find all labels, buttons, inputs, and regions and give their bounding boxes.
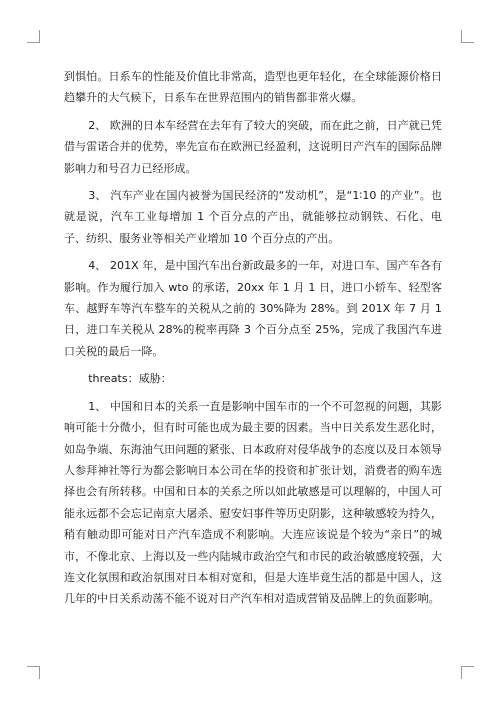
paragraph-continuation: 到惧怕。日系车的性能及价值比非常高，造型也更年轻化，在全球能源价格日趋攀升的大气候下，日系车在世界范围内的销售都非常火爆。 (64, 70, 442, 105)
paragraph-item-4: 4、 201X 年，是中国汽车出台新政最多的一年，对进口车、国产车各有影响。作为履行加入 wto 的承诺，20xx 年 1 月 1 日，进口小轿车、轻型客车、越野车等汽车整车的关税从之前的 30%降为 28%。到 201X 年 7 月 1 日，进口车关税从 28%的税率再降 3 个百分点至 25%，完成了我国汽车进口关税的最后一降。 (64, 259, 442, 358)
document-body (64, 66, 442, 610)
paragraph-item-2: 2、 欧洲的日本车经营在去年有了较大的突破，而在此之前，日产就已凭借与雷诺合并的优势，率先宣布在欧洲已经盈利，这说明日产汽车的国际品牌影响力和号召力已经形成。 (64, 118, 442, 175)
crop-mark-top-left (27, 30, 40, 43)
paragraph-item-3: 3、 汽车产业在国内被誉为国民经济的“发动机”，是“1∶10 的产业”。也就是说，汽车工业每增加 1 个百分点的产出，就能够拉动钢铁、石化、电子、纺织、服务业等相关产业增加 10 个百分点的产出。 (64, 189, 442, 245)
crop-mark-top-right (461, 30, 474, 43)
paragraph-threat-1: 1、 中国和日本的关系一直是影响中国车市的一个不可忽视的问题，其影响可能十分微小，但有时可能也成为最主要的因素。当中日关系发生恶化时，如岛争端、东海油气田问题的紧张、日本政府对侵华战争的态度以及日本领导人参拜神社等行为都会影响日本公司在华的投资和扩张计划，消费者的购车选择也会有所转移。中国和日本的关系之所以如此敏感是可以理解的，中国人可能永远都不会忘记南京大屠杀、慰安妇事件等历史阴影，这种敏感较为持久，稍有触动即可能对日产汽车造成不利影响。大连应该说是个较为“亲日”的城市，不像北京、上海以及一些内陆城市政治空气和市民的政治敏感度较强，大连文化氛围和政治氛围对日本相对宽和，但是大连毕竟生活的都是中国人，这几年的中日关系动荡不能不说对日产汽车相对造成营销及品牌上的负面影响。 (64, 399, 442, 606)
section-heading-threats: threats：威胁： (88, 372, 172, 386)
crop-mark-bottom-right (461, 666, 474, 679)
crop-mark-bottom-left (27, 666, 40, 679)
